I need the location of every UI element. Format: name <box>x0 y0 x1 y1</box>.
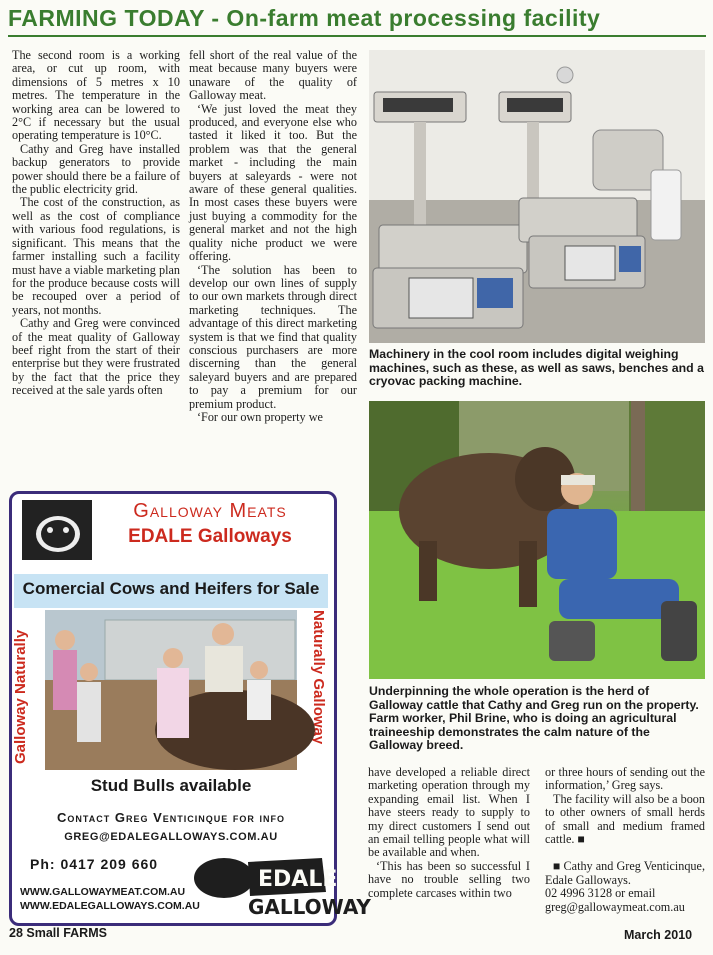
paragraph: have developed a reliable direct marketing operation through my expanding email list. When I have steers ready to supply to my direct customers I send out an email telling people what will be available and when. <box>368 765 530 860</box>
ad-title-galloway-meats: Galloway Meats <box>133 500 287 522</box>
ad-headline: Comercial Cows and Heifers for Sale <box>22 579 320 598</box>
paragraph: ‘The solution has been to develop our own lines of supply to our own markets through direct marketing techniques. The advantage of this direct marketing system is that we find that quality conscious purchasers are more discerning than the general saleyard buyers and are prepared to pay a premium for our premium product. <box>189 262 357 411</box>
page-title: FARMING TODAY - On-farm meat processing facility <box>8 5 601 31</box>
ad-title-edale: EDALE Galloways <box>128 526 292 547</box>
paragraph: fell short of the real value of the meat because many buyers were unaware of the quality of Galloway meat. <box>189 48 357 103</box>
svg-text:GALLOWAY: GALLOWAY <box>248 895 371 919</box>
cattle-illustration <box>369 401 705 679</box>
ad-family-photo <box>45 610 297 770</box>
paragraph: The cost of the construction, as well as the cost of compliance with various food regulations, is significant. This means that the farmer installing such a facility must have a viable marketing plan for the produce because costs will be recouped over a period of years, not months. <box>12 195 180 317</box>
issue-date: March 2010 <box>624 928 693 942</box>
paragraph: The second room is a working area, or cut up room, with dimensions of 5 metres x 10 metres. The temperature in the working area can be lowered to 2°C if necessary but the usual operating temperature is 10°C. <box>12 48 180 143</box>
header-rule <box>8 35 706 37</box>
paragraph: Cathy and Greg were convinced of the meat quality of Galloway beef right from the start of their enterprise but they were frustrated by the fact that the price they received at the sale yards often <box>12 316 180 398</box>
family-illustration <box>45 610 297 770</box>
paragraph: ‘For our own property we <box>197 409 323 424</box>
ad-side-text-right: Naturally Galloway <box>310 610 327 745</box>
ad-website-2: WWW.EDALEGALLOWAYS.COM.AU <box>20 900 200 912</box>
photo-weighing-machines <box>369 50 705 343</box>
ad-email: GREG@EDALEGALLOWAYS.COM.AU <box>64 831 278 843</box>
ad-phone: Ph: 0417 209 660 <box>30 856 159 872</box>
signoff-email: greg@gallowaymeat.com.au <box>545 899 685 914</box>
ad-side-text-left: Galloway Naturally <box>12 629 29 764</box>
ad-contact: Contact Greg Venticinque for info <box>57 810 285 825</box>
svg-text:EDALE: EDALE <box>258 867 338 892</box>
signoff-line: 02 4996 3128 or email <box>545 886 656 901</box>
signoff-line: ■ Cathy and Greg Venticinque, Edale Galloways. <box>545 859 705 887</box>
cow-logo-icon <box>22 500 92 560</box>
ad-website-1: WWW.GALLOWAYMEAT.COM.AU <box>20 886 186 898</box>
article-column-4 <box>545 766 705 914</box>
paragraph: ‘We just loved the meat they produced, and everyone else who tasted it liked it too. But the problem was that the general market - including the main buyers at saleyards - were not aware of these general qualities. In most cases these buyers were just buying a commodity for the general market and not the high quality niche product we were offering. <box>189 101 357 264</box>
paragraph: or three hours of sending out the information,’ Greg says. <box>545 765 705 793</box>
article-column-2 <box>189 49 357 424</box>
ad-stud-bulls: Stud Bulls available <box>90 776 252 795</box>
weighing-machines-illustration <box>369 50 705 343</box>
paragraph: Cathy and Greg have installed backup generators to provide power should there be a failure of the public electricity grid. <box>12 141 180 197</box>
page-number-label: 28 Small FARMS <box>9 926 107 940</box>
paragraph: The facility will also be a boon to other owners of small herds of small and medium framed cattle. ■ <box>545 791 705 847</box>
edale-galloway-logo <box>190 848 371 920</box>
photo-caption-2: Underpinning the whole operation is the herd of Galloway cattle that Cathy and Greg run on the property. Farm worker, Phil Brine, who is doing an agricultural traineeship demonstrates the calm nature of the Galloway breed. <box>369 684 699 753</box>
photo-galloway-cattle <box>369 401 705 679</box>
photo-caption-1: Machinery in the cool room includes digital weighing machines, such as these, as well as saws, benches and a cryovac packing machine. <box>369 347 704 389</box>
page-header <box>8 5 708 37</box>
article-column-1 <box>12 49 180 398</box>
paragraph: ‘This has been so successful I have no trouble selling two complete carcases within two <box>368 858 530 900</box>
article-column-3 <box>368 766 530 900</box>
